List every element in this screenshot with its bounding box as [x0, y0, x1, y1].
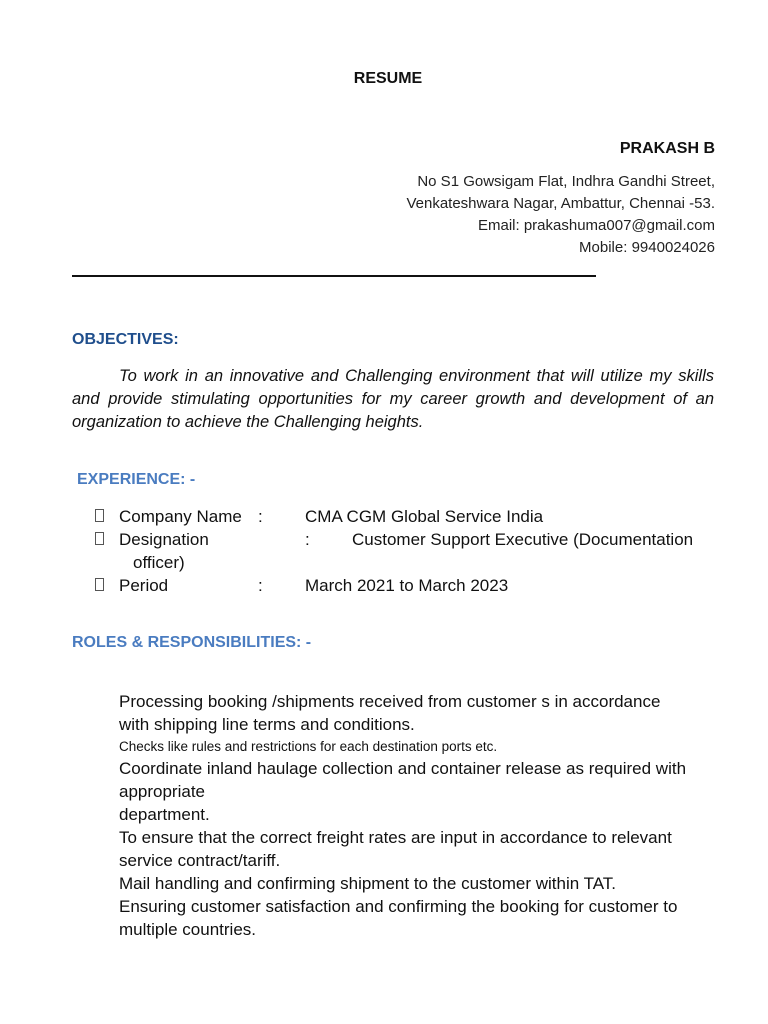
roles-line: with shipping line terms and conditions. [119, 715, 415, 734]
experience-heading: EXPERIENCE: - [77, 471, 196, 488]
experience-colon: : [258, 576, 263, 595]
address-line-1: No S1 Gowsigam Flat, Indhra Gandhi Street, [417, 173, 715, 190]
experience-value-continued: officer) [133, 553, 185, 572]
roles-line: Ensuring customer satisfaction and confirming the booking for customer to [119, 897, 678, 916]
experience-value: CMA CGM Global Service India [305, 507, 544, 526]
experience-colon: : [305, 530, 310, 549]
bullet-box-icon [95, 532, 104, 545]
roles-line: multiple countries. [119, 920, 257, 939]
contact-block [406, 140, 715, 259]
objectives-text: To work in an innovative and Challenging environment that will utilize my skills and provide stimulating opportunities for my career growth and development of an organization to achieve the Challenging heights. [72, 367, 714, 431]
experience-value: March 2021 to March 2023 [305, 576, 509, 595]
email: Email: prakashuma007@gmail.com [478, 217, 715, 234]
experience-item-designation [95, 528, 715, 574]
document-title: RESUME [353, 70, 423, 87]
roles-line: Processing booking /shipments received from customer s in accordance [119, 692, 661, 711]
experience-item-company [95, 505, 715, 528]
experience-label: Company Name [119, 507, 242, 526]
roles-line: Checks like rules and restrictions for each destination ports etc. [119, 739, 498, 754]
candidate-name: PRAKASH B [619, 140, 715, 157]
bullet-box-icon [95, 509, 104, 522]
experience-colon: : [258, 507, 263, 526]
roles-line: service contract/tariff. [119, 851, 281, 870]
roles-line: Coordinate inland haulage collection and container release as required with [119, 759, 687, 778]
experience-list [95, 505, 715, 597]
address-line-2: Venkateshwara Nagar, Ambattur, Chennai -53. [406, 195, 715, 212]
experience-label: Designation [119, 530, 209, 549]
experience-value: Customer Support Executive (Documentation [352, 530, 694, 549]
experience-label: Period [119, 576, 169, 595]
roles-line: appropriate [119, 782, 206, 801]
roles-heading: ROLES & RESPONSIBILITIES: - [72, 634, 312, 651]
roles-line: To ensure that the correct freight rates are input in accordance to relevant [119, 828, 672, 847]
mobile: Mobile: 9940024026 [579, 239, 715, 256]
roles-line: Mail handling and confirming shipment to the customer within TAT. [119, 874, 617, 893]
roles-list [119, 690, 719, 941]
bullet-box-icon [95, 578, 104, 591]
roles-line: department. [119, 805, 210, 824]
objectives-heading: OBJECTIVES: [72, 331, 179, 348]
horizontal-rule [72, 275, 596, 277]
experience-item-period [95, 574, 715, 597]
